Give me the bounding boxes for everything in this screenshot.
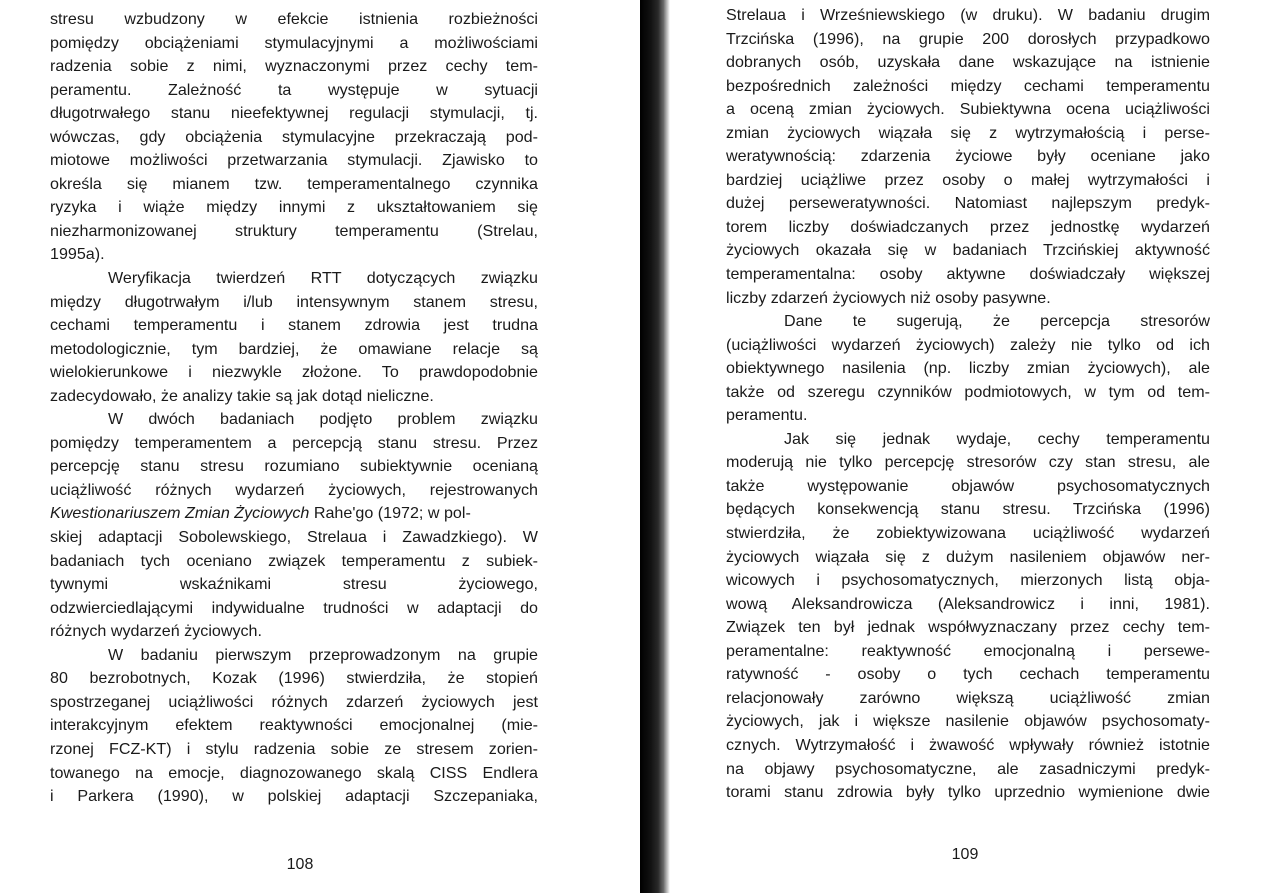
text-line: bezpośrednich zależności między cechami temperamentu xyxy=(726,76,1210,95)
text-line: torami stanu zdrowia były tylko uprzednio wymienione dwie xyxy=(726,783,1210,802)
text-line: Dane te sugerują, że percepcja stresorów xyxy=(784,312,1210,331)
text-line: peramentu. xyxy=(726,406,808,425)
text-line: interakcyjnym efektem reaktywności emocjonalnej (mie- xyxy=(50,716,538,735)
text-line xyxy=(50,502,538,526)
text-line: skiej adaptacji Sobolewskiego, Strelaua i Zawadzkiego). W xyxy=(50,528,538,547)
text-line: także od szeregu czynników podmiotowych, w tym od tem- xyxy=(726,382,1210,401)
text-line: ratywność - osoby o tych cechach temperamentu xyxy=(726,665,1210,684)
text-line: na objawy psychosomatyczne, ale zasadniczymi predyk- xyxy=(726,759,1210,778)
text-line: pomiędzy temperamentem a percepcją stanu stresu. Przez xyxy=(50,433,538,452)
text-line: temperamentalna: osoby aktywne doświadczały większej xyxy=(726,265,1210,284)
text-line: liczby zdarzeń życiowych niż osoby pasywne. xyxy=(726,288,1051,307)
text-line: pomiędzy obciążeniami stymulacyjnymi a możliwościami xyxy=(50,33,538,52)
text-line: wicowych i psychosomatycznych, mierzonych listą obja- xyxy=(726,571,1210,590)
text-line: 80 bezrobotnych, Kozak (1996) stwierdziła, że stopień xyxy=(50,669,538,688)
text-line: życiowych okazała się w badaniach Trzcińskiej aktywność xyxy=(726,241,1210,260)
text-line: stwierdziła, że zobiektywizowana uciążliwość wydarzeń xyxy=(726,524,1210,543)
text-line: zmian życiowych wiązała się z wytrzymałością i perse- xyxy=(726,123,1210,142)
text-line: moderują nie tylko percepcję stresorów czy stan stresu, ale xyxy=(726,453,1210,472)
text-line: różnych wydarzeń życiowych. xyxy=(50,622,262,641)
text-line: Jak się jednak wydaje, cechy temperamentu xyxy=(784,429,1210,448)
text-line: odzwierciedlającymi indywidualne trudności w adaptacji do xyxy=(50,598,538,617)
text-line: Trzcińska (1996), na grupie 200 dorosłych przypadkowo xyxy=(726,29,1210,48)
text-line: tywnymi wskaźnikami stresu życiowego, xyxy=(50,575,538,594)
book-gutter-edge xyxy=(664,0,670,893)
text-line: także występowanie objawów psychosomatycznych xyxy=(726,476,1210,495)
text-line: rzonej FCZ-KT) i stylu radzenia sobie ze stresem zorien- xyxy=(50,739,538,758)
text-line: a oceną zmian życiowych. Subiektywna ocena uciążliwości xyxy=(726,100,1210,119)
text-line: zadecydowało, że analizy takie są jak dotąd nieliczne. xyxy=(50,386,434,405)
text-line: między długotrwałym i/lub intensywnym stanem stresu, xyxy=(50,292,538,311)
text-line: towanego na emocje, diagnozowanego skalą CISS Endlera xyxy=(50,763,538,782)
text-line: W dwóch badaniach podjęto problem związku xyxy=(108,410,538,429)
text-line: spostrzeganej uciążliwości różnych zdarzeń życiowych jest xyxy=(50,692,538,711)
text-line: weratywnością: zdarzenia życiowe były oceniane jako xyxy=(726,147,1210,166)
text-line: bardziej uciążliwe przez osoby o małej wytrzymałości i xyxy=(726,170,1210,189)
text-line: metodologicznie, tym bardziej, że omawiane relacje są xyxy=(50,339,538,358)
right-page xyxy=(726,4,1210,805)
text-line: badaniach tych oceniano związek temperamentu z subiek- xyxy=(50,551,538,570)
text-line: uciążliwość różnych wydarzeń życiowych, rejestrowanych xyxy=(50,480,538,499)
text-line: wielokierunkowe i niezwykle złożone. To prawdopodobnie xyxy=(50,363,538,382)
text-line: peramentu. Zależność ta występuje w sytuacji xyxy=(50,80,538,99)
text-line: dużej perseweratywności. Natomiast najlepszym predyk- xyxy=(726,194,1210,213)
text-line: obiektywnego nasilenia (np. liczby zmian życiowych), ale xyxy=(726,359,1210,378)
left-page xyxy=(50,8,538,809)
text-line: będących konsekwencją stanu stresu. Trzcińska (1996) xyxy=(726,500,1210,519)
left-page-text xyxy=(50,8,538,809)
text-line: życiowych wiązała się z dużym nasileniem objawów ner- xyxy=(726,547,1210,566)
text-line: radzenia sobie z nimi, wyznaczonymi przez cechy tem- xyxy=(50,57,538,76)
text-line: W badaniu pierwszym przeprowadzonym na grupie xyxy=(108,645,538,664)
right-page-text xyxy=(726,4,1210,805)
text-line: wówczas, gdy obciążenia stymulacyjne przekraczają pod- xyxy=(50,127,538,146)
text-line: określa się mianem tzw. temperamentalnego czynnika xyxy=(50,174,538,193)
page-number-right: 109 xyxy=(951,846,979,863)
text-line: percepcję stanu stresu rozumiano subiektywnie ocenianą xyxy=(50,457,538,476)
text-line: życiowych, jak i większe nasilenie objawów psychosomaty- xyxy=(726,712,1210,731)
text-line: torem liczby doświadczanych przez jednostkę wydarzeń xyxy=(726,217,1210,236)
text-line: długotrwałego stanu nieefektywnej regulacji stymulacji, tj. xyxy=(50,104,538,123)
text-line: wową Aleksandrowicza (Aleksandrowicz i inni, 1981). xyxy=(726,594,1210,613)
book-gutter xyxy=(640,0,666,893)
text-line: Weryfikacja twierdzeń RTT dotyczących związku xyxy=(108,269,538,288)
text-line: relacjonowały zarówno większą uciążliwość zmian xyxy=(726,688,1210,707)
text-line: peramentalne: reaktywność emocjonalną i persewe- xyxy=(726,641,1210,660)
questionnaire-title: Kwestionariuszem Zmian Życiowych xyxy=(50,504,310,523)
text-line: i Parkera (1990), w polskiej adaptacji Szczepaniaka, xyxy=(50,787,538,806)
page-number-left: 108 xyxy=(286,856,314,873)
text-line: cechami temperamentu i stanem zdrowia jest trudna xyxy=(50,316,538,335)
text-line: 1995a). xyxy=(50,245,105,264)
text-line: miotowe możliwości przetwarzania stymulacji. Zjawisko to xyxy=(50,151,538,170)
text-line: Strelaua i Wrześniewskiego (w druku). W badaniu drugim xyxy=(726,6,1210,24)
text-line: cznych. Wytrzymałość i żwawość wpływały również istotnie xyxy=(726,735,1210,754)
text-line: (uciążliwości wydarzeń życiowych) zależy nie tylko od ich xyxy=(726,335,1210,354)
text-line: Związek ten był jednak współwyznaczany przez cechy tem- xyxy=(726,618,1210,637)
text-line: niezharmonizowanej struktury temperamentu (Strelau, xyxy=(50,221,538,240)
text-line: ryzyka i wiąże między innymi z ukształtowaniem się xyxy=(50,198,538,217)
text-line-rest: Rahe'go (1972; w pol- xyxy=(309,504,471,523)
text-line: stresu wzbudzony w efekcie istnienia rozbieżności xyxy=(50,10,538,28)
text-line: dobranych osób, uzyskała dane wskazujące na istnienie xyxy=(726,53,1210,72)
